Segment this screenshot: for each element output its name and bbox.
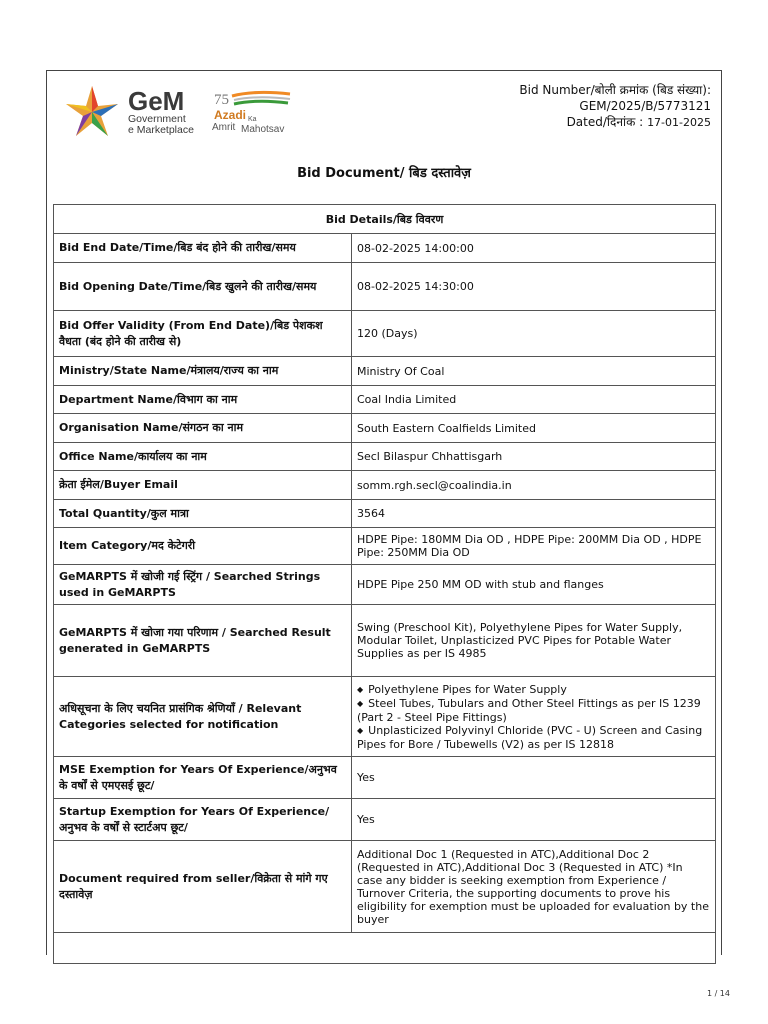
list-item: ◆ Unplasticized Polyvinyl Chloride (PVC - U) Screen and Casing Pipes for Bore / Tubewells (V2) as per IS 12818 bbox=[357, 724, 710, 751]
empty-cell bbox=[54, 933, 716, 964]
row-value: South Eastern Coalfields Limited bbox=[352, 414, 716, 443]
svg-text:Mahotsav: Mahotsav bbox=[241, 124, 285, 134]
gem-subtitle-1: Government bbox=[128, 113, 186, 125]
bid-meta bbox=[519, 82, 711, 131]
row-key: क्रेता ईमेल/Buyer Email bbox=[54, 471, 352, 500]
row-value: Swing (Preschool Kit), Polyethylene Pipes for Water Supply, Modular Toilet, Unplasticized PVC Pipes for Potable Water Supplies as per IS 4985 bbox=[352, 605, 716, 677]
row-value: 08-02-2025 14:00:00 bbox=[352, 234, 716, 263]
dated-label: Dated/दिनांक : bbox=[566, 115, 644, 129]
row-value: somm.rgh.secl@coalindia.in bbox=[352, 471, 716, 500]
table-row bbox=[54, 386, 716, 414]
row-key: Organisation Name/संगठन का नाम bbox=[54, 414, 352, 443]
row-value: Yes bbox=[352, 757, 716, 799]
row-value: 3564 bbox=[352, 500, 716, 528]
table-row bbox=[54, 565, 716, 605]
row-value: Additional Doc 1 (Requested in ATC),Additional Doc 2 (Requested in ATC),Additional Doc 3 (Requested in ATC) *In case any bidder is seeking exemption from Experience / Turnover Criteria, the supporting documents to prove his eligibility for exemption must be uploaded for evaluation by the buyer bbox=[352, 841, 716, 933]
row-key: Bid End Date/Time/बिड बंद होने की तारीख/समय bbox=[54, 234, 352, 263]
table-row bbox=[54, 311, 716, 357]
row-value: HDPE Pipe 250 MM OD with stub and flanges bbox=[352, 565, 716, 605]
row-key: Department Name/विभाग का नाम bbox=[54, 386, 352, 414]
gem-wordmark bbox=[128, 88, 194, 136]
row-value: Yes bbox=[352, 799, 716, 841]
bid-date-line bbox=[519, 114, 711, 131]
table-row bbox=[54, 414, 716, 443]
row-value: Ministry Of Coal bbox=[352, 357, 716, 386]
svg-text:Amrit: Amrit bbox=[212, 122, 236, 133]
row-value: HDPE Pipe: 180MM Dia OD , HDPE Pipe: 200MM Dia OD , HDPE Pipe: 250MM Dia OD bbox=[352, 528, 716, 565]
table-row bbox=[54, 677, 716, 757]
page-number: 1 / 14 bbox=[706, 989, 730, 998]
table-row-continued bbox=[54, 933, 716, 964]
row-key: Office Name/कार्यालय का नाम bbox=[54, 443, 352, 471]
row-value: Coal India Limited bbox=[352, 386, 716, 414]
row-key: GeMARPTS में खोजी गई स्ट्रिंग / Searched Strings used in GeMARPTS bbox=[54, 565, 352, 605]
svg-text:75: 75 bbox=[214, 92, 229, 108]
row-key: अधिसूचना के लिए चयनित प्रासंगिक श्रेणियाँ / Relevant Categories selected for notification bbox=[54, 677, 352, 757]
row-value: 120 (Days) bbox=[352, 311, 716, 357]
bid-number: GEM/2025/B/5773121 bbox=[579, 99, 711, 113]
table-row bbox=[54, 799, 716, 841]
azadi-ka-amrit-mahotsav-logo-icon bbox=[210, 90, 300, 134]
row-key: Total Quantity/कुल मात्रा bbox=[54, 500, 352, 528]
table-heading-row bbox=[54, 205, 716, 234]
row-key: Bid Offer Validity (From End Date)/बिड पेशकश वैधता (बंद होने की तारीख से) bbox=[54, 311, 352, 357]
list-item: ◆ Polyethylene Pipes for Water Supply bbox=[357, 683, 710, 697]
row-key: Startup Exemption for Years Of Experience/अनुभव के वर्षों से स्टार्टअप छूट/ bbox=[54, 799, 352, 841]
bid-details-table bbox=[53, 204, 716, 964]
table-row bbox=[54, 234, 716, 263]
dated-value: 17-01-2025 bbox=[647, 116, 711, 129]
table-heading: Bid Details/बिड विवरण bbox=[54, 205, 716, 234]
table-row bbox=[54, 605, 716, 677]
table-row bbox=[54, 357, 716, 386]
table-row bbox=[54, 757, 716, 799]
table-row bbox=[54, 500, 716, 528]
table-row bbox=[54, 471, 716, 500]
row-value: Secl Bilaspur Chhattisgarh bbox=[352, 443, 716, 471]
document-title: Bid Document/ बिड दस्तावेज़ bbox=[297, 166, 471, 181]
bid-number-label: Bid Number/बोली क्रमांक (बिड संख्या): bbox=[519, 83, 711, 97]
row-key: MSE Exemption for Years Of Experience/अनुभव के वर्षों से एमएसई छूट/ bbox=[54, 757, 352, 799]
row-value: 08-02-2025 14:30:00 bbox=[352, 263, 716, 311]
gem-title: GeM bbox=[128, 86, 185, 116]
svg-text:Ka: Ka bbox=[248, 116, 257, 123]
row-key: Document required from seller/विक्रेता से मांगे गए दस्तावेज़ bbox=[54, 841, 352, 933]
table-row bbox=[54, 841, 716, 933]
relevant-categories-list bbox=[357, 683, 710, 751]
table-row bbox=[54, 528, 716, 565]
row-key: GeMARPTS में खोजा गया परिणाम / Searched Result generated in GeMARPTS bbox=[54, 605, 352, 677]
row-key: Bid Opening Date/Time/बिड खुलने की तारीख/समय bbox=[54, 263, 352, 311]
list-item: ◆ Steel Tubes, Tubulars and Other Steel Fittings as per IS 1239 (Part 2 - Steel Pipe Fittings) bbox=[357, 697, 710, 724]
svg-text:Azadi: Azadi bbox=[214, 108, 247, 122]
table-row bbox=[54, 263, 716, 311]
row-value bbox=[352, 677, 716, 757]
gem-subtitle-2: e Marketplace bbox=[128, 124, 194, 136]
row-key: Ministry/State Name/मंत्रालय/राज्य का नाम bbox=[54, 357, 352, 386]
row-key: Item Category/मद केटेगरी bbox=[54, 528, 352, 565]
table-row bbox=[54, 443, 716, 471]
